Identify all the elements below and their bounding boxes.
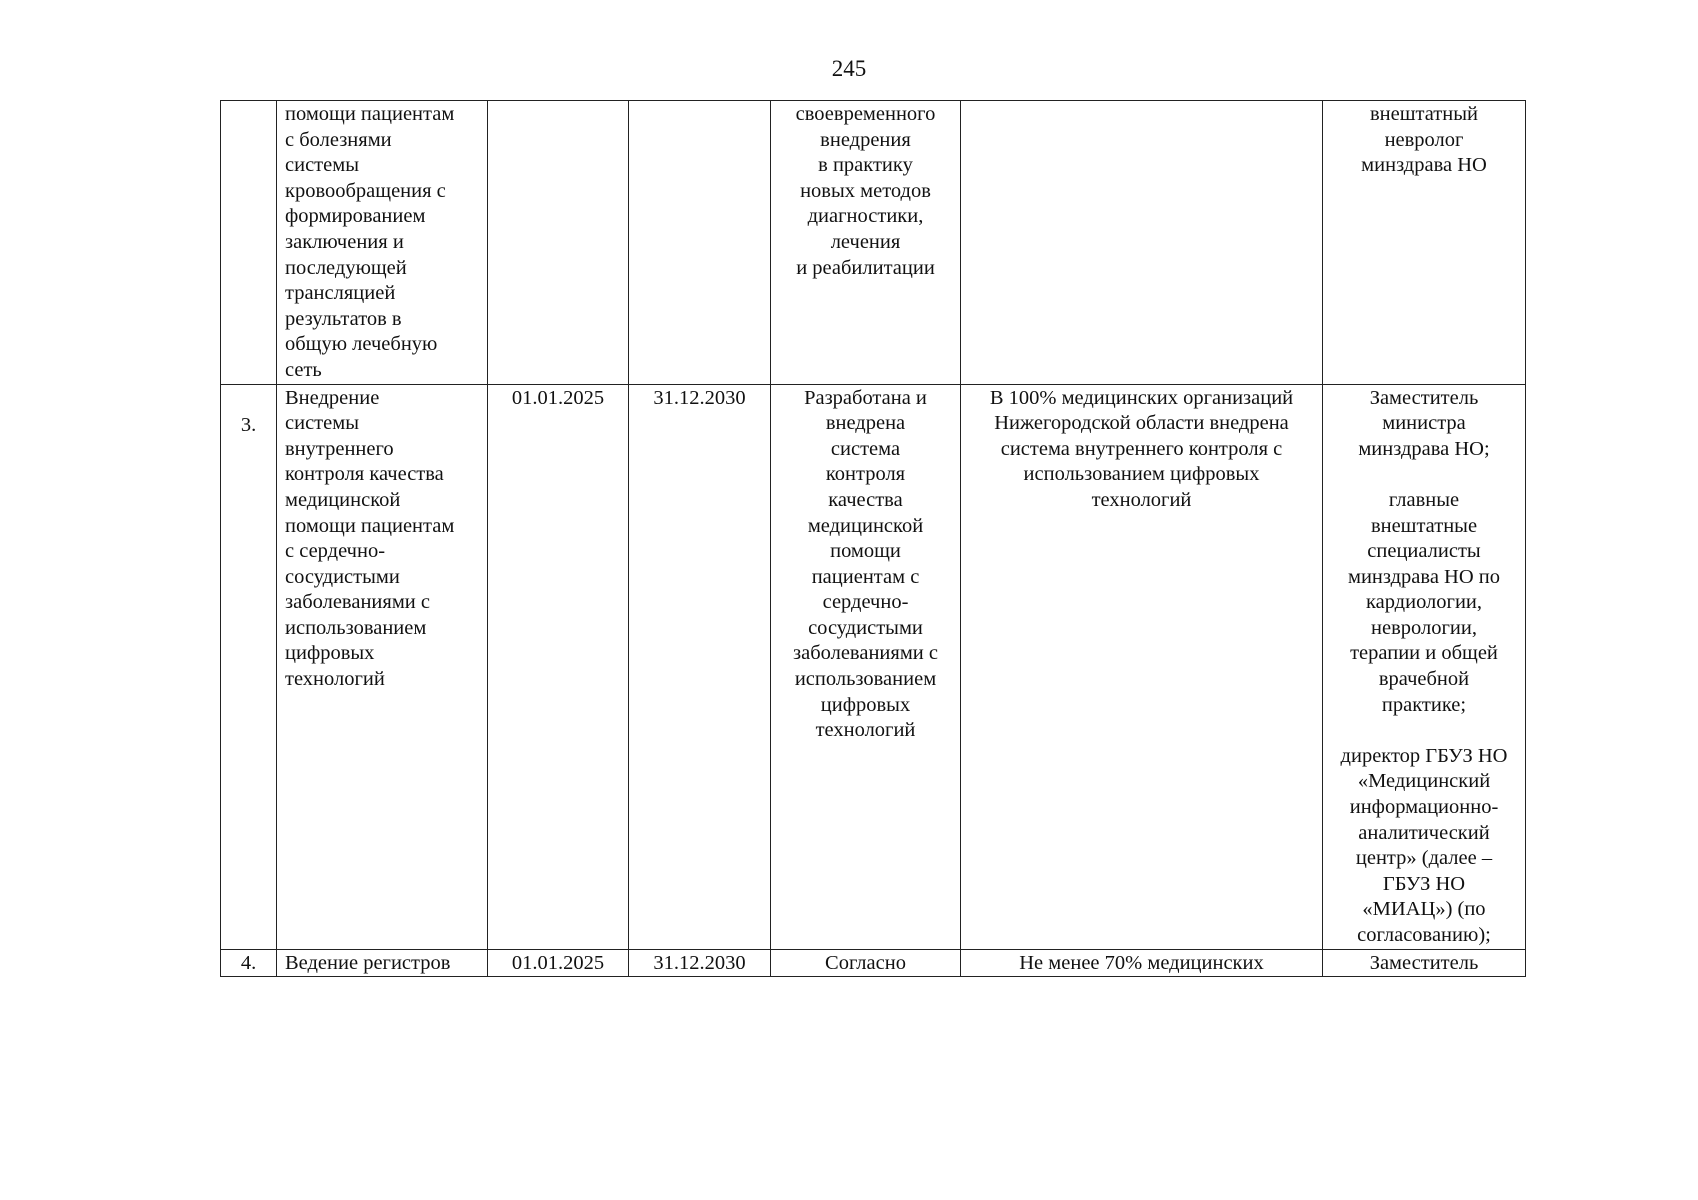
end-date-cell (629, 101, 771, 385)
responsible-cell: Заместитель (1323, 949, 1526, 977)
start-date-cell: 01.01.2025 (488, 384, 629, 949)
result-cell: своевременного внедрения в практику новых методов диагностики, лечения и реабилитации (771, 101, 961, 385)
responsible-cell: внештатный невролог минздрава НО (1323, 101, 1526, 385)
table-row (221, 949, 1526, 977)
measure-name-cell: Ведение регистров (277, 949, 488, 977)
indicator-cell (961, 101, 1323, 385)
start-date-cell (488, 101, 629, 385)
row-number-cell: 4. (221, 949, 277, 977)
result-cell: Разработана и внедрена система контроля качества медицинской помощи пациентам с сердечно- сосудистыми заболеваниями с использованием цифровых технологий (771, 384, 961, 949)
indicator-cell: В 100% медицинских организаций Нижегородской области внедрена система внутреннего контроля с использованием цифровых технологий (961, 384, 1323, 949)
table-row (221, 101, 1526, 385)
row-number-cell: 3. (221, 384, 277, 949)
table-row (221, 384, 1526, 949)
row-number-cell (221, 101, 277, 385)
start-date-cell: 01.01.2025 (488, 949, 629, 977)
measure-name-cell: помощи пациентам с болезнями системы кровообращения с формированием заключения и последующей трансляцией результатов в общую лечебную сеть (277, 101, 488, 385)
responsible-cell: Заместитель министра минздрава НО; главные внештатные специалисты минздрава НО по кардиологии, неврологии, терапии и общей врачебной практике; директор ГБУЗ НО «Медицинский информационно- аналитический центр» (далее – ГБУЗ НО «МИАЦ») (по согласованию); (1323, 384, 1526, 949)
end-date-cell: 31.12.2030 (629, 384, 771, 949)
indicator-cell: Не менее 70% медицинских (961, 949, 1323, 977)
measures-table (220, 100, 1526, 977)
result-cell: Согласно (771, 949, 961, 977)
end-date-cell: 31.12.2030 (629, 949, 771, 977)
measure-name-cell: Внедрение системы внутреннего контроля качества медицинской помощи пациентам с сердечно- сосудистыми заболеваниями с использованием цифровых технологий (277, 384, 488, 949)
page-number: 245 (831, 56, 867, 81)
